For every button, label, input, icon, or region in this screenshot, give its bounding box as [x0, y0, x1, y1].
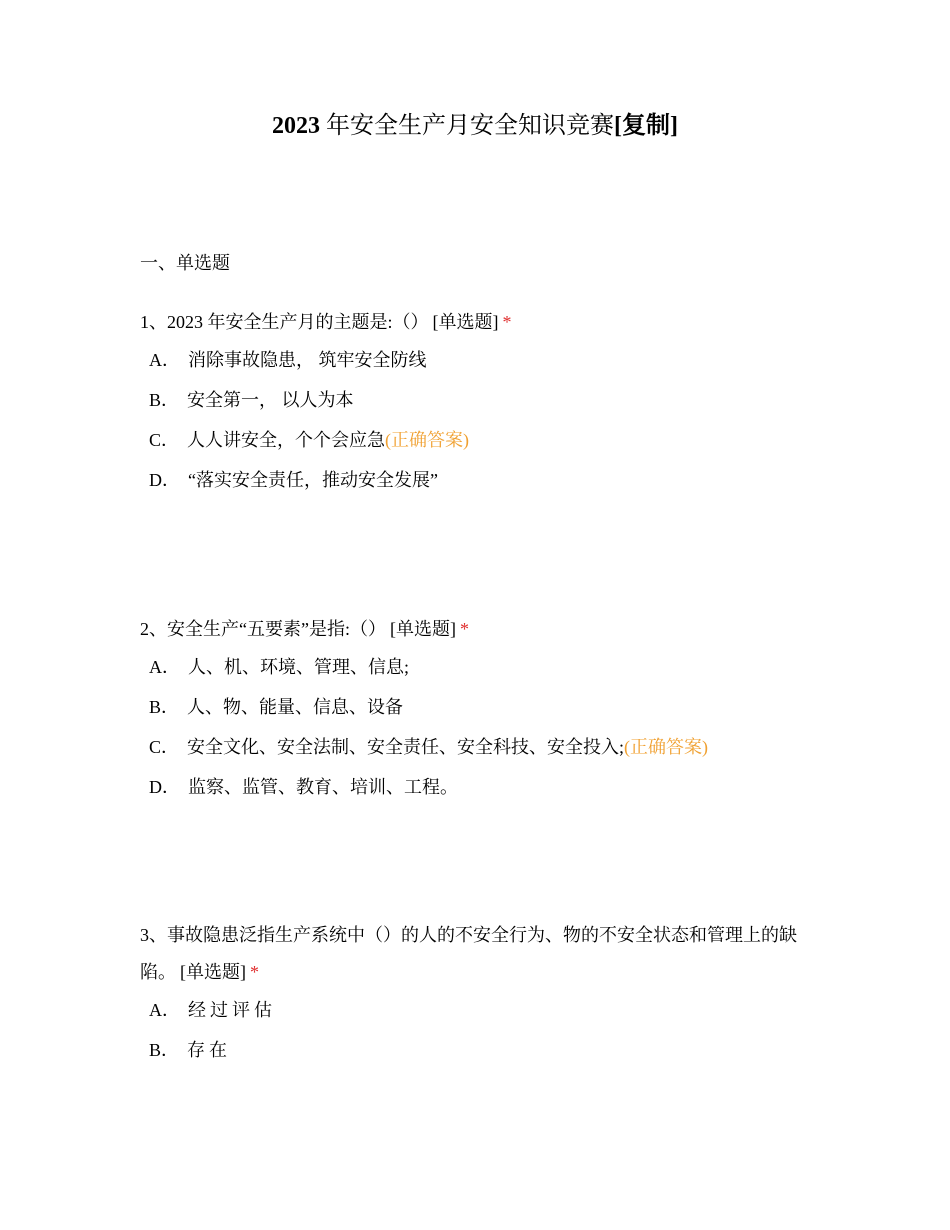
page-title	[0, 110, 950, 142]
question-number: 1、	[140, 312, 167, 332]
question-type-label: [单选题]	[389, 619, 456, 639]
option-a[interactable]	[149, 654, 820, 680]
option-letter: C．	[149, 737, 180, 757]
option-text: 监察、监管、教育、培训、工程。	[188, 777, 458, 797]
required-mark: *	[502, 312, 512, 332]
option-text: 人、机、环境、管理、信息;	[188, 657, 409, 677]
question-number: 3、	[140, 925, 167, 945]
option-b[interactable]	[149, 387, 820, 413]
required-mark: *	[459, 619, 469, 639]
option-letter: B．	[149, 697, 180, 717]
question-stem	[140, 611, 820, 648]
option-letter: D．	[149, 470, 180, 490]
option-a[interactable]	[149, 997, 820, 1023]
option-text: 安全第一， 以人为本	[187, 390, 354, 410]
option-letter: B．	[149, 1040, 180, 1060]
option-b[interactable]	[149, 1037, 820, 1063]
option-b[interactable]	[149, 694, 820, 720]
question-number: 2、	[140, 619, 167, 639]
question-type-label: [单选题]	[180, 962, 246, 982]
option-d[interactable]	[149, 467, 820, 493]
correct-answer-tag: (正确答案)	[624, 737, 709, 757]
question-stem	[140, 304, 820, 341]
title-year: 2023	[272, 113, 320, 139]
option-letter: B．	[149, 390, 180, 410]
option-c[interactable]	[149, 427, 820, 453]
option-text: 安全文化、安全法制、安全责任、安全科技、安全投入;	[187, 737, 625, 757]
option-letter: A．	[149, 350, 180, 370]
section-heading: 一、单选题	[140, 253, 230, 273]
option-text: 人人讲安全，个个会应急	[187, 430, 386, 450]
question-text: 安全生产“五要素”是指:（）	[167, 619, 386, 639]
question-text: 事故隐患泛指生产系统中（）的人的不安全行为、物的不安全状态和管理上的缺陷。	[140, 925, 797, 982]
option-text: 经过评估	[188, 1000, 276, 1020]
option-c[interactable]	[149, 734, 820, 760]
option-letter: D．	[149, 777, 180, 797]
required-mark: *	[250, 962, 259, 982]
option-d[interactable]	[149, 774, 820, 800]
question-stem	[140, 917, 820, 991]
option-letter: C．	[149, 430, 180, 450]
option-text: “落实安全责任，推动安全发展”	[188, 470, 438, 490]
option-a[interactable]	[149, 347, 820, 373]
question-type-label: [单选题]	[432, 312, 499, 332]
title-text: 年安全生产月安全知识竞赛	[326, 113, 614, 139]
question-2	[140, 611, 820, 800]
title-suffix: [复制]	[614, 113, 678, 139]
question-text: 2023 年安全生产月的主题是:（）	[167, 312, 429, 332]
question-3	[140, 917, 820, 1063]
option-letter: A．	[149, 657, 180, 677]
question-1	[140, 304, 820, 493]
option-text: 人、物、能量、信息、设备	[187, 697, 404, 717]
correct-answer-tag: (正确答案)	[385, 430, 470, 450]
option-text: 存在	[187, 1040, 232, 1060]
option-letter: A．	[149, 1000, 180, 1020]
option-text: 消除事故隐患， 筑牢安全防线	[188, 350, 427, 370]
